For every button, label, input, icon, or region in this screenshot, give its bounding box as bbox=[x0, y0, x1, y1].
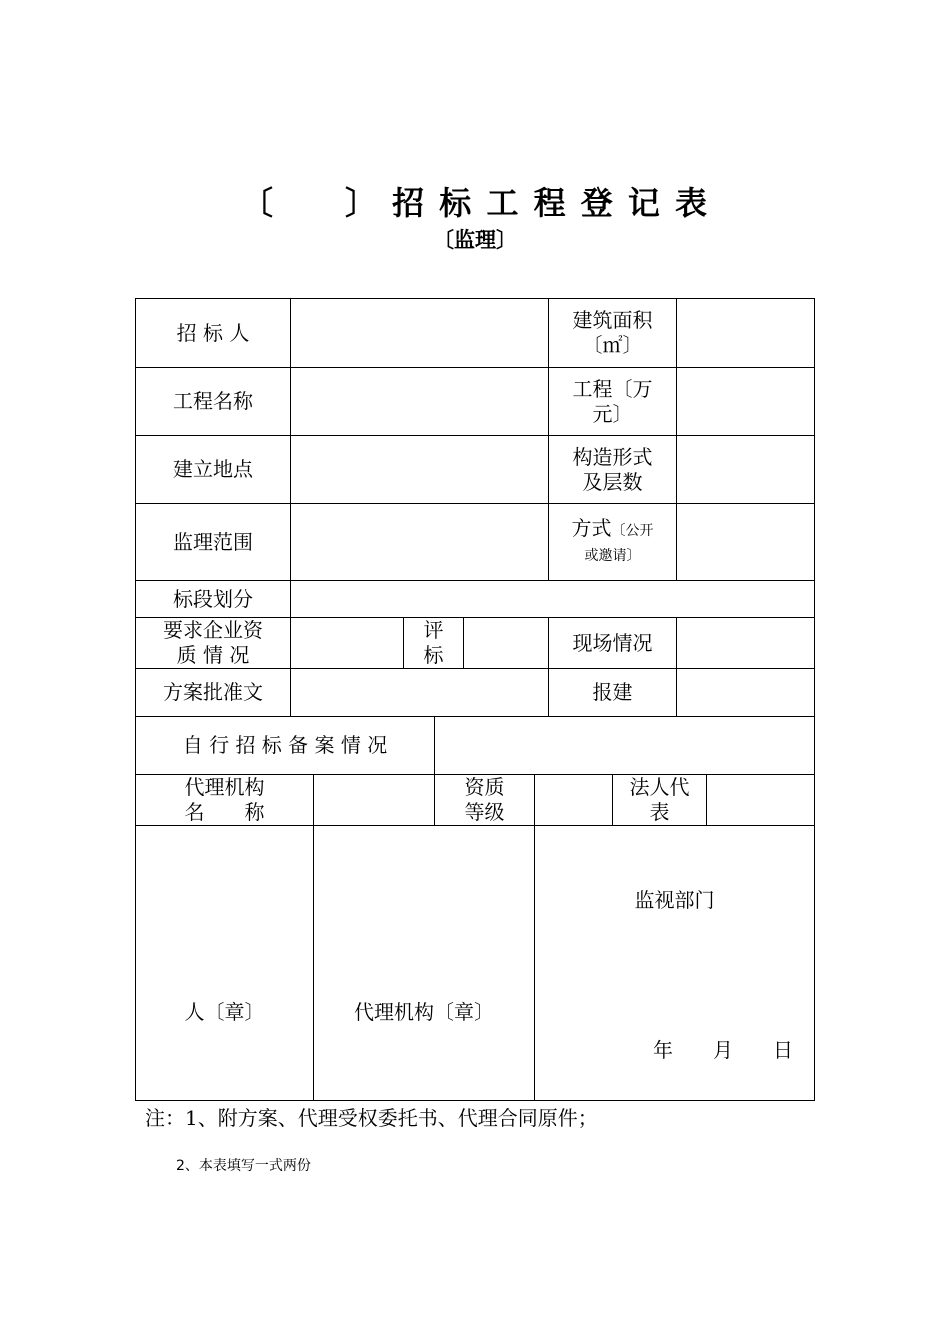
label-site-condition: 现场情况 bbox=[548, 617, 677, 669]
label-plan-approval: 方案批准文 bbox=[135, 668, 291, 717]
field-site-condition[interactable] bbox=[676, 617, 815, 669]
field-location[interactable] bbox=[290, 435, 549, 504]
field-qualification-grade[interactable] bbox=[534, 774, 613, 826]
seal-agency-cell[interactable] bbox=[313, 825, 535, 1101]
field-self-tender-record[interactable] bbox=[434, 716, 815, 775]
form-subtitle: 〔监理〕 bbox=[433, 228, 517, 252]
field-method[interactable] bbox=[676, 503, 815, 581]
seal-tenderer-cell[interactable] bbox=[135, 825, 314, 1101]
field-supervision-scope[interactable] bbox=[290, 503, 549, 581]
label-project-cost: 工程〔万 元〕 bbox=[548, 367, 677, 436]
title-paren-close: 〕 bbox=[345, 184, 380, 222]
field-section-division[interactable] bbox=[290, 580, 815, 618]
note-1: 注：1、附方案、代理受权委托书、代理合同原件； bbox=[145, 1106, 598, 1130]
seal-agency-label: 代理机构〔章〕 bbox=[354, 1000, 494, 1024]
label-qualification-grade: 资质 等级 bbox=[434, 774, 535, 826]
field-project-cost[interactable] bbox=[676, 367, 815, 436]
form-title bbox=[0, 178, 950, 224]
field-plan-approval[interactable] bbox=[290, 668, 549, 717]
label-building-area: 建筑面积 〔㎡〕 bbox=[548, 298, 677, 368]
label-location: 建立地点 bbox=[135, 435, 291, 504]
field-building-area[interactable] bbox=[676, 298, 815, 368]
label-legal-representative: 法人代 表 bbox=[612, 774, 707, 826]
field-legal-representative[interactable] bbox=[706, 774, 815, 826]
label-self-tender-record: 自 行 招 标 备 案 情 况 bbox=[135, 716, 435, 775]
seal-tenderer-label: 人〔章〕 bbox=[184, 1000, 265, 1024]
label-project-name: 工程名称 bbox=[135, 367, 291, 436]
field-structure[interactable] bbox=[676, 435, 815, 504]
label-supervision-scope: 监理范围 bbox=[135, 503, 291, 581]
field-tenderer[interactable] bbox=[290, 298, 549, 368]
supervision-label: 监视部门 bbox=[634, 888, 715, 912]
label-evaluation: 评 标 bbox=[403, 617, 464, 669]
label-method: 方式〔公开 或邀请〕 bbox=[548, 503, 677, 581]
label-registration: 报建 bbox=[548, 668, 677, 717]
label-qualification: 要求企业资 质 情 况 bbox=[135, 617, 291, 669]
label-structure: 构造形式 及层数 bbox=[548, 435, 677, 504]
field-evaluation[interactable] bbox=[463, 617, 549, 669]
label-tenderer: 招 标 人 bbox=[135, 298, 291, 368]
field-qualification[interactable] bbox=[290, 617, 404, 669]
field-registration[interactable] bbox=[676, 668, 815, 717]
supervision-cell[interactable] bbox=[534, 825, 815, 1101]
label-section-division: 标段划分 bbox=[135, 580, 291, 618]
title-paren-open: 〔 bbox=[240, 184, 275, 222]
label-agency-name: 代理机构 名 称 bbox=[135, 774, 314, 826]
date-label: 年 月 日 bbox=[653, 1038, 793, 1062]
note-2: 2、本表填写一式两份 bbox=[176, 1158, 311, 1174]
title-text: 招 标 工 程 登 记 表 bbox=[392, 184, 710, 222]
field-agency-name[interactable] bbox=[313, 774, 435, 826]
field-project-name[interactable] bbox=[290, 367, 549, 436]
